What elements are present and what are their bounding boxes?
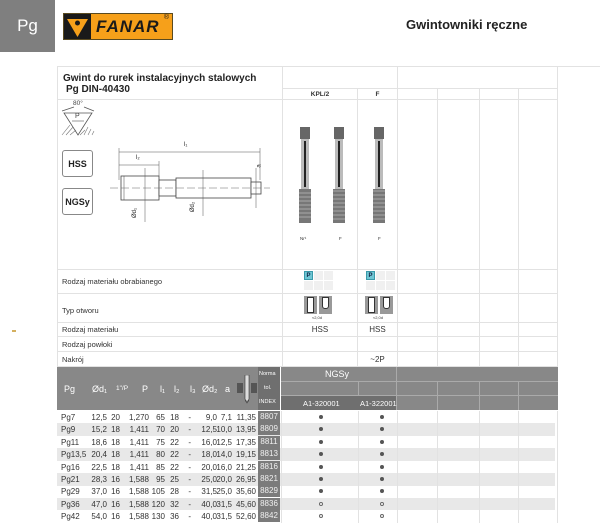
cell-tpi: 18 [111, 437, 120, 447]
cell-p: 1,411 [129, 462, 149, 472]
grid-line [281, 436, 282, 449]
cell-l1: 95 [156, 475, 165, 484]
cell-tpi: 18 [111, 450, 120, 460]
grid-line [281, 510, 282, 523]
grid-line [518, 88, 519, 366]
thread-angle: 80° [73, 100, 83, 107]
side-header-index: INDEX [259, 399, 276, 405]
cell-d2: 18,0 [201, 450, 217, 460]
grid-line [479, 423, 480, 436]
cell-l2: 28 [170, 487, 179, 497]
cell-tpi: 18 [111, 425, 120, 435]
tool-material-kpl2: HSS [311, 325, 329, 334]
cell-p: 1,411 [129, 450, 149, 460]
availability-filled-icon [319, 440, 323, 444]
registered-mark: ® [163, 14, 169, 21]
blind-hole-icon [380, 296, 393, 314]
grid-line [397, 473, 398, 486]
cell-x: 26,95 [235, 475, 256, 484]
grid-line [557, 485, 558, 498]
cell-l1: 130 [151, 512, 165, 522]
cell-l3: - [188, 425, 191, 435]
cell-l1: 85 [156, 462, 165, 472]
cell-l3: - [188, 487, 191, 497]
material-n-badge [366, 281, 375, 290]
side-header-norma: Norma [259, 371, 276, 377]
index-code: 8813 [258, 448, 280, 460]
cell-d2: 40,0 [201, 499, 217, 509]
grid-line [437, 510, 438, 523]
grid-line [437, 411, 438, 424]
cell-x: 35,60 [235, 487, 256, 497]
label-a: a [256, 164, 263, 168]
tap-label-nr1: Nr¹ [300, 236, 307, 241]
index-code: 8816 [258, 461, 280, 473]
grid-line [557, 448, 558, 461]
grid-line [397, 436, 398, 449]
grid-line [437, 461, 438, 474]
cell-pg: Pg29 [61, 487, 80, 497]
cell-l1: 80 [156, 450, 165, 460]
table-row [57, 461, 600, 474]
grid-line [281, 461, 282, 474]
cell-d2: 12,5 [201, 425, 217, 435]
tap-image-nr1 [298, 127, 312, 227]
grid-line [397, 411, 398, 424]
tap-label-f: F [339, 236, 342, 241]
property-label-chamfer: Nakrój [62, 355, 84, 364]
product-title [63, 73, 256, 95]
cell-a: 20,0 [216, 475, 232, 484]
grid-line [437, 448, 438, 461]
col-header-pg: Pg [64, 384, 76, 394]
grid-line [281, 381, 558, 382]
availability-open-icon [380, 502, 384, 506]
grid-line [557, 510, 558, 523]
grid-line [479, 381, 480, 410]
cell-l3: - [188, 450, 191, 460]
grid-line [397, 510, 398, 523]
table-row [57, 423, 600, 436]
grid-line [557, 498, 558, 511]
material-k-badge [386, 271, 395, 280]
index-kpl2: A1-320001 [303, 399, 340, 408]
grid-line [281, 423, 282, 436]
grid-line [557, 473, 558, 486]
cell-p: 1,588 [128, 512, 149, 522]
grid-line [518, 423, 519, 436]
grid-line [397, 423, 398, 436]
grid-line [479, 485, 480, 498]
availability-filled-icon [319, 465, 323, 469]
grid-line [479, 473, 480, 486]
grid-line [557, 461, 558, 474]
grid-line [281, 485, 282, 498]
grid-line [358, 436, 359, 449]
grid-line [281, 473, 282, 486]
through-hole-icon [304, 296, 317, 314]
cell-a: 25,0 [216, 487, 232, 497]
cell-d2: 16,0 [201, 437, 217, 447]
availability-filled-icon [380, 415, 384, 419]
table-row [57, 473, 600, 486]
cell-p: 1,588 [128, 475, 149, 484]
grid-line [518, 461, 519, 474]
cell-x: 45,60 [235, 499, 256, 509]
cell-tpi: 18 [111, 462, 120, 472]
cell-l1: 70 [156, 425, 165, 435]
cell-x: 11,35 [236, 413, 256, 422]
label-l2: l₂ [136, 155, 140, 161]
grid-line [358, 423, 359, 436]
hole-depth-kpl2: ≈2,0d [312, 315, 322, 320]
cell-p: 1,588 [128, 499, 149, 509]
grid-line [557, 66, 558, 366]
cell-l2: 20 [170, 425, 179, 435]
grid-line [358, 498, 359, 511]
cell-a: 31,5 [216, 499, 232, 509]
grid-line [57, 66, 600, 67]
grid-line [281, 448, 282, 461]
badge-ngsy: NGSy [62, 188, 93, 215]
grid-line [479, 436, 480, 449]
grid-line [358, 510, 359, 523]
thread-profile-icon [60, 101, 96, 137]
cell-pg: Pg21 [61, 475, 80, 484]
cell-x: 13,95 [235, 425, 256, 435]
cell-l3: - [188, 413, 191, 422]
property-label-workpiece-material: Rodzaj materiału obrabianego [62, 277, 163, 286]
material-s-badge [376, 281, 385, 290]
index-code: 8836 [258, 498, 280, 510]
grid-line [518, 485, 519, 498]
material-group-grid-kpl2 [304, 271, 334, 291]
table-row [57, 448, 600, 461]
col-header-d1: Ød₁ [92, 384, 108, 394]
grid-line [358, 473, 359, 486]
fanar-logo [63, 13, 173, 40]
material-m-badge [314, 271, 323, 280]
col-header-tpi: 1"/P [116, 385, 129, 392]
grid-line [518, 436, 519, 449]
cell-x: 52,60 [235, 512, 256, 522]
label-l1: l₁ [184, 142, 188, 148]
availability-filled-icon [319, 477, 323, 481]
page-title: Gwintowniki ręczne [406, 17, 528, 32]
index-code: 8829 [258, 485, 280, 497]
cell-d1: 12,5 [91, 413, 107, 422]
availability-filled-icon [380, 465, 384, 469]
fanar-v-icon [64, 14, 91, 39]
grid-line [57, 293, 558, 294]
grid-line [557, 423, 558, 436]
tool-material-f: HSS [369, 325, 386, 334]
cell-l2: 36 [170, 512, 179, 522]
material-h-badge [324, 281, 333, 290]
product-standard: Pg DIN-40430 [66, 84, 130, 95]
side-header-tol: tol. [264, 385, 272, 391]
grid-line [437, 436, 438, 449]
table-row [57, 436, 600, 449]
cell-d1: 22,5 [91, 462, 107, 472]
cell-x: 17,35 [235, 437, 256, 447]
grid-line [479, 510, 480, 523]
material-s-badge [314, 281, 323, 290]
availability-filled-icon [319, 415, 323, 419]
grid-line [479, 461, 480, 474]
grid-line [57, 66, 58, 366]
label-d2: Ød₂ [190, 201, 197, 213]
grid-line [282, 88, 558, 89]
variant-header-kpl2: KPL/2 [310, 91, 330, 98]
grid-line [479, 498, 480, 511]
cell-l3: - [188, 499, 191, 509]
cell-a: 7,1 [220, 413, 232, 422]
cell-d2: 25,0 [201, 475, 217, 484]
cell-d1: 28,3 [91, 475, 107, 484]
hole-depth-f: ≈2,0d [373, 315, 383, 320]
grid-line [397, 485, 398, 498]
badge-hss: HSS [62, 150, 93, 177]
cell-tpi: 20 [111, 413, 120, 422]
thread-depth-icon [237, 375, 257, 405]
material-n-badge [304, 281, 313, 290]
grid-line [358, 411, 359, 424]
through-hole-icon [365, 296, 378, 314]
cell-d2: 40,0 [201, 512, 217, 522]
cell-pg: Pg42 [61, 512, 80, 522]
grid-line [437, 473, 438, 486]
product-title-line1: Gwint do rurek instalacyjnych stalowych [63, 73, 257, 84]
col-header-l2: l₂ [174, 384, 180, 394]
cell-l1: 120 [151, 499, 165, 509]
grid-line [557, 411, 558, 424]
table-row [57, 485, 600, 498]
index-code: 8809 [258, 423, 280, 435]
cell-l1: 75 [156, 437, 165, 447]
cell-d1: 20,4 [91, 450, 107, 460]
col-header-l1: l₁ [160, 384, 166, 394]
cell-d1: 18,6 [91, 437, 107, 447]
material-p-badge: P [304, 271, 313, 280]
grid-line [479, 448, 480, 461]
grid-line [518, 381, 519, 410]
grid-line [397, 461, 398, 474]
material-k-badge [324, 271, 333, 280]
cell-tpi: 16 [111, 475, 120, 484]
grid-line [479, 411, 480, 424]
availability-open-icon [319, 502, 323, 506]
cell-pg: Pg7 [61, 413, 76, 422]
grid-line [358, 448, 359, 461]
grid-line [397, 66, 398, 366]
grid-line [437, 485, 438, 498]
material-group-grid-f [366, 271, 396, 291]
availability-filled-icon [380, 440, 384, 444]
cell-l2: 32 [170, 499, 179, 509]
grid-line [518, 473, 519, 486]
cell-a: 16,0 [216, 462, 232, 472]
table-row [57, 510, 600, 523]
table-row [57, 498, 600, 511]
cell-tpi: 16 [111, 487, 120, 497]
index-f: A1-322001 [360, 399, 397, 408]
tap-label-f-single: F [378, 236, 381, 241]
cell-l1: 105 [151, 487, 165, 497]
availability-filled-icon [380, 477, 384, 481]
cell-pg: Pg13,5 [61, 450, 87, 460]
col-header-l3: l₃ [190, 384, 196, 394]
cell-d1: 54,0 [91, 512, 107, 522]
index-code: 8811 [258, 436, 280, 448]
grid-line [437, 423, 438, 436]
tap-dimension-drawing [108, 140, 278, 230]
material-h-badge [386, 281, 395, 290]
cell-a: 14,0 [216, 450, 232, 460]
tap-image-f [332, 127, 346, 227]
cell-d2: 31,5 [201, 487, 217, 497]
variant-header-f: F [375, 91, 380, 98]
cell-d1: 47,0 [91, 499, 107, 509]
cell-pg: Pg11 [61, 437, 80, 447]
cell-l3: - [188, 462, 191, 472]
cell-l2: 22 [170, 462, 179, 472]
col-header-p: P [142, 384, 149, 394]
norma-value: NGSy [325, 369, 350, 379]
cell-tpi: 16 [111, 512, 120, 522]
grid-line [397, 448, 398, 461]
grid-line [281, 498, 282, 511]
cell-d2: 9,0 [205, 413, 217, 422]
index-code: 8842 [258, 510, 280, 522]
cell-a: 10,0 [216, 425, 232, 435]
grid-line [57, 336, 558, 337]
index-code: 8821 [258, 473, 280, 485]
cell-l3: - [188, 437, 191, 447]
cell-l2: 25 [170, 475, 179, 484]
section-tab: Pg [0, 0, 55, 52]
grid-line [479, 88, 480, 366]
cell-l3: - [188, 475, 191, 484]
chamfer-f: ~2P [370, 355, 385, 364]
grid-line [57, 269, 558, 270]
index-code: 8807 [258, 411, 280, 423]
blind-hole-icon [319, 296, 332, 314]
cell-p: 1,411 [129, 437, 149, 447]
cell-d2: 20,0 [201, 462, 217, 472]
grid-line [281, 411, 282, 424]
grid-line [437, 381, 438, 410]
brand-name: FANAR [96, 16, 160, 36]
cell-l2: 22 [170, 437, 179, 447]
grid-line [57, 351, 558, 352]
cell-a: 31,5 [216, 512, 232, 522]
grid-line [518, 510, 519, 523]
cell-d1: 15,2 [91, 425, 107, 435]
col-header-a: a [225, 384, 231, 394]
grid-line [437, 498, 438, 511]
table-row [57, 411, 600, 424]
grid-line [358, 485, 359, 498]
property-label-tool-material: Rodzaj materiału [62, 325, 119, 334]
thread-pitch-label: P [75, 113, 80, 120]
cell-p: 1,588 [128, 487, 149, 497]
grid-line [282, 66, 283, 366]
cell-pg: Pg36 [61, 499, 80, 509]
cell-l2: 22 [170, 450, 179, 460]
material-m-badge [376, 271, 385, 280]
cell-p: 1,411 [129, 425, 149, 435]
cell-d1: 37,0 [91, 487, 107, 497]
cell-p: 1,270 [128, 413, 149, 422]
grid-line [57, 322, 558, 323]
property-label-coating: Rodzaj powłoki [62, 340, 113, 349]
cell-l1: 65 [156, 413, 165, 422]
cell-tpi: 16 [111, 499, 120, 509]
material-p-badge: P [366, 271, 375, 280]
cell-pg: Pg16 [61, 462, 80, 472]
stray-mark [12, 330, 16, 332]
label-d1: Ød₁ [132, 207, 139, 219]
grid-line [358, 461, 359, 474]
col-header-d2: Ød₂ [202, 384, 218, 394]
tap-image-f-single [372, 127, 386, 227]
grid-line [518, 498, 519, 511]
grid-line [437, 88, 438, 366]
grid-line [557, 436, 558, 449]
cell-l2: 18 [170, 413, 179, 422]
grid-line [518, 448, 519, 461]
cell-a: 12,5 [216, 437, 232, 447]
grid-line [57, 99, 558, 100]
property-label-hole-type: Typ otworu [62, 306, 99, 315]
cell-l3: - [188, 512, 191, 522]
cell-pg: Pg9 [61, 425, 76, 435]
grid-line [518, 411, 519, 424]
grid-line [397, 498, 398, 511]
cell-x: 21,25 [235, 462, 256, 472]
cell-x: 19,15 [235, 450, 256, 460]
